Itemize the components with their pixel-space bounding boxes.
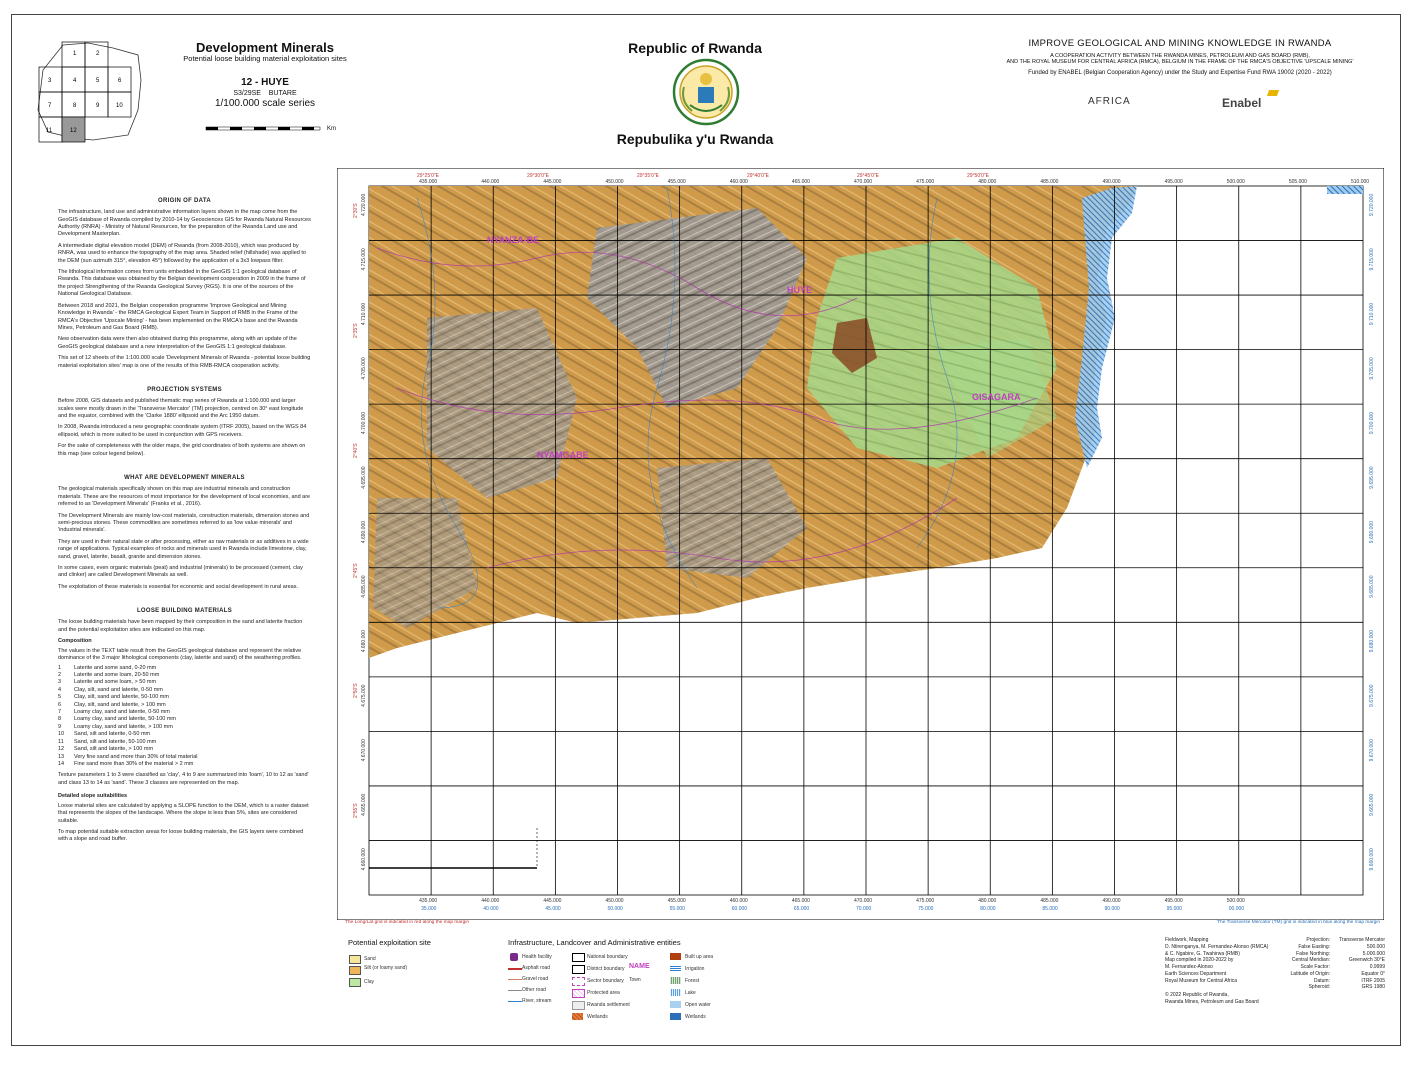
projection-values bbox=[1333, 937, 1385, 991]
class-number: 6 bbox=[58, 701, 62, 708]
loose-p1: The loose building materials have been mapped by their composition in the sand and laterite fraction and the potential exploitation sites are indicated on this map. bbox=[58, 619, 303, 633]
map-frame bbox=[337, 168, 1384, 920]
easting-label-top: 485.000 bbox=[1040, 179, 1059, 185]
legend-builtup-label: Built up area bbox=[685, 954, 714, 960]
easting-label-top: 500.000 bbox=[1226, 179, 1245, 185]
easting-label-bottom: 450.000 bbox=[605, 898, 624, 904]
class-text: Loamy clay, sand and laterite, 50-100 mm bbox=[74, 716, 177, 723]
northing-label-right: 9.700.000 bbox=[1369, 411, 1375, 435]
class-list bbox=[58, 665, 311, 769]
easting-label-bottom-tm: 70.000 bbox=[856, 906, 872, 912]
northing-label-right: 9.670.000 bbox=[1369, 739, 1375, 762]
marsh-symbol bbox=[670, 1013, 681, 1020]
projection-label: False Northing: bbox=[1296, 950, 1330, 957]
dev-p4: In some cases, even organic materials (peat) and industrial (minerals) to be processed (cement, clay and clinker) are called Development Minerals as well. bbox=[58, 565, 303, 579]
northing-label-left: 4.665.000 bbox=[361, 793, 367, 816]
class-text: Laterite and some loam, 20-50 mm bbox=[74, 671, 160, 678]
class-item bbox=[58, 746, 311, 753]
latitude-label-left: 2°30'S bbox=[353, 203, 359, 218]
class-number: 5 bbox=[58, 694, 62, 701]
projection-value: 0.9999 bbox=[1369, 964, 1385, 970]
place-nyanza: NYANZA-BE bbox=[487, 235, 540, 245]
legend-river-label: River, stream bbox=[522, 998, 552, 1004]
northing-label-left: 4.695.000 bbox=[361, 466, 367, 489]
irrigation-symbol bbox=[670, 965, 681, 972]
copyright-line: Rwanda Mines, Petroleum and Gas Board bbox=[1165, 998, 1259, 1005]
easting-label-top: 440.000 bbox=[481, 179, 500, 185]
index-map bbox=[33, 40, 148, 150]
projection-label: Datum: bbox=[1313, 977, 1330, 984]
map-title: Development Minerals bbox=[196, 40, 334, 55]
index-cell-8: 8 bbox=[73, 103, 77, 109]
header-left bbox=[160, 40, 370, 109]
latitude-label-left: 2°35'S bbox=[353, 323, 359, 338]
credit-line: M. Fernandez-Alonso bbox=[1165, 964, 1213, 970]
projection-value: Greenwich 30°E bbox=[1348, 957, 1385, 964]
scale-bar bbox=[200, 123, 340, 137]
easting-label-bottom: 500.000 bbox=[1226, 898, 1245, 904]
class-item bbox=[58, 694, 311, 701]
legend-town-sample: Town bbox=[629, 977, 641, 983]
river-symbol bbox=[508, 1001, 522, 1002]
index-cell-11: 11 bbox=[46, 128, 53, 134]
map-subtitle: Potential loose building material exploitation sites bbox=[183, 54, 347, 63]
legend-forest-label: Forest bbox=[685, 978, 700, 984]
proj-heading: PROJECTION SYSTEMS bbox=[147, 387, 222, 394]
northing-label-left: 4.670.000 bbox=[361, 739, 367, 762]
sheet-name: 12 - HUYE bbox=[241, 77, 289, 88]
longitude-label-top: 29°40'0"E bbox=[747, 173, 769, 179]
legend-wetlands-label: Wetlands bbox=[587, 1014, 608, 1020]
loose-p4: Detailed slope suitabilities bbox=[58, 793, 128, 800]
projection-value: Transverse Mercator bbox=[1339, 937, 1385, 943]
index-cell-9: 9 bbox=[96, 103, 100, 109]
index-cell-1: 1 bbox=[73, 51, 77, 57]
easting-label-top: 490.000 bbox=[1102, 179, 1121, 185]
class-text: Loamy clay, sand and laterite, 0-50 mm bbox=[74, 709, 170, 716]
legend-district-label: District boundary bbox=[587, 966, 625, 972]
header-right bbox=[960, 38, 1400, 76]
note-left: The Long/Lat grid is indicated in red along the map margin bbox=[345, 920, 469, 925]
easting-label-bottom: 455.000 bbox=[667, 898, 686, 904]
index-cell-12: 12 bbox=[70, 128, 77, 134]
projection-value: Equator 0° bbox=[1361, 970, 1385, 977]
easting-label-top: 465.000 bbox=[791, 179, 810, 185]
class-item bbox=[58, 687, 311, 694]
left-text-column bbox=[58, 197, 311, 848]
easting-label-top: 460.000 bbox=[729, 179, 748, 185]
index-cell-4: 4 bbox=[73, 78, 77, 84]
funding-text: Funded by ENABEL (Belgian Cooperation Agency) under the Study and Expertise Fund RWA 19002 (2020 - 2022) bbox=[1028, 70, 1332, 76]
place-huye: HUYE bbox=[787, 285, 813, 295]
class-number: 7 bbox=[58, 709, 62, 716]
country-rw: Repubulika y'u Rwanda bbox=[616, 131, 774, 147]
easting-label-bottom: 470.000 bbox=[854, 898, 873, 904]
other-road-symbol bbox=[508, 990, 522, 991]
easting-label-bottom-tm: 35.000 bbox=[421, 906, 437, 912]
class-text: Loamy clay, sand and laterite, > 100 mm bbox=[74, 723, 173, 730]
easting-label-bottom-tm: 45.000 bbox=[545, 906, 561, 912]
northing-label-right: 9.690.000 bbox=[1369, 520, 1375, 544]
place-nyamagabe: NYAMGABE bbox=[537, 450, 589, 460]
project-title: IMPROVE GEOLOGICAL AND MINING KNOWLEDGE IN RWANDA bbox=[1028, 38, 1332, 49]
class-number: 4 bbox=[58, 686, 62, 693]
gravel-road-symbol bbox=[508, 979, 522, 980]
northing-label-left: 4.715.000 bbox=[361, 248, 367, 271]
legend-protected-label: Protected area bbox=[587, 990, 620, 996]
sheet-alt: BUTARE bbox=[268, 90, 297, 97]
northing-label-right: 9.680.000 bbox=[1369, 630, 1375, 653]
legend-sector-label: Sector boundary bbox=[587, 978, 624, 984]
index-cell-6: 6 bbox=[118, 78, 122, 84]
class-text: Sand, silt and laterite, 50-100 mm bbox=[74, 738, 157, 745]
easting-label-bottom-tm: 60.000 bbox=[731, 906, 748, 912]
index-cell-10: 10 bbox=[116, 103, 123, 109]
copyright-line: © 2022 Republic of Rwanda, bbox=[1165, 992, 1229, 998]
easting-label-bottom-tm: 85.000 bbox=[1042, 906, 1058, 912]
northing-label-right: 9.720.000 bbox=[1369, 193, 1375, 216]
easting-label-top: 505.000 bbox=[1288, 179, 1307, 185]
easting-label-bottom: 465.000 bbox=[791, 898, 810, 904]
loose-p5: Loose material sites are calculated by applying a SLOPE function to the DEM, which is a raster dataset that represents the slopes of the landscape. Where the slope is less than 5%, sites are considered suitable. bbox=[58, 802, 309, 824]
protected-area-symbol bbox=[572, 989, 585, 998]
easting-label-bottom-tm: 95.000 bbox=[1166, 906, 1182, 912]
class-number: 9 bbox=[58, 723, 62, 730]
legend-clay-label: Clay bbox=[364, 979, 375, 985]
easting-label-bottom: 440.000 bbox=[481, 898, 500, 904]
class-item bbox=[58, 709, 311, 716]
easting-label-top: 495.000 bbox=[1164, 179, 1183, 185]
loose-p3: Texture parameters 1 to 3 were classified as 'clay', 4 to 9 are summarized into 'loam', 10 to 12 as 'sand' and class 13 to 14 as 'sand'. These 3 classes are represented on the map. bbox=[58, 772, 309, 786]
northing-label-left: 4.710.000 bbox=[361, 302, 367, 326]
class-text: Sand, silt and laterite, > 100 mm bbox=[74, 746, 154, 753]
header-center bbox=[580, 40, 810, 56]
dev-p3: They are used in their natural state or after processing, either as raw materials or as additives in a wide range of applications. Typical examples of rocks and minerals used in Rwanda include limestone, clay, sand, gravel, laterite, basalt, granite and dimension stones. bbox=[58, 538, 309, 560]
scale-text: 1/100.000 scale series bbox=[214, 98, 316, 109]
northing-label-right: 9.675.000 bbox=[1369, 684, 1375, 707]
class-number: 3 bbox=[58, 679, 62, 686]
easting-label-bottom: 490.000 bbox=[1102, 898, 1121, 904]
class-item bbox=[58, 702, 311, 709]
legend-asphalt-label: Asphalt road bbox=[522, 965, 551, 971]
class-text: Clay, silt, sand and laterite, > 100 mm bbox=[74, 701, 166, 708]
place-gisagara: GISAGARA bbox=[972, 392, 1021, 402]
class-text: Laterite and some sand, 0-20 mm bbox=[74, 664, 157, 671]
origin-p2: A intermediate digital elevation model (DEM) of Rwanda (from 2008-2010), which was produced by RNRA, was used to enhance the topography of the map area. Shaded relief (hillshade) was applied to the DEM (sun azimuth 315°, elevation 45°) followed by the application of a 3x3 lowpass filter. bbox=[58, 242, 306, 264]
project-line-1: A COOPERATION ACTIVITY BETWEEN THE RWANDA MINES, PETROLEUM AND GAS BOARD (RMB), bbox=[1050, 53, 1310, 59]
northing-label-right: 9.660.000 bbox=[1369, 848, 1375, 871]
origin-p5: New observation data were then also obtained during this programme, along with an update of the GeoGIS geological database and a new interpretation of the GeoGIS 1:1 geological database. bbox=[58, 336, 297, 350]
longitude-label-top: 29°35'0"E bbox=[637, 173, 659, 179]
dev-p2: The Development Minerals are mainly low-cost materials, construction materials, dimension stones and semi-precious stones. These commodities are sometimes referred to as 'low value minerals' and 'industrial minerals'. bbox=[58, 512, 310, 534]
class-item bbox=[58, 731, 311, 738]
projection-label: Central Meridian: bbox=[1291, 957, 1330, 964]
northing-label-right: 9.705.000 bbox=[1369, 357, 1375, 380]
northing-label-right: 9.710.000 bbox=[1369, 302, 1375, 326]
latitude-label-left: 2°45'S bbox=[353, 563, 359, 578]
longitude-label-top: 29°50'0"E bbox=[967, 173, 989, 179]
legend-name-sample: NAME bbox=[629, 963, 650, 970]
credit-line: Map compiled in 2020-2022 by bbox=[1165, 957, 1234, 964]
easting-label-top: 455.000 bbox=[667, 179, 686, 185]
longitude-label-top: 29°45'0"E bbox=[857, 173, 879, 179]
class-item bbox=[58, 672, 311, 679]
latitude-label-left: 2°50'S bbox=[353, 683, 359, 698]
projection-value: 5.000.000 bbox=[1362, 950, 1385, 957]
class-number: 12 bbox=[58, 746, 65, 753]
easting-label-bottom: 495.000 bbox=[1164, 898, 1183, 904]
credits-block bbox=[1165, 937, 1275, 984]
easting-label-bottom-tm: 55.000 bbox=[669, 906, 685, 912]
legend-health-label: Health facility bbox=[522, 954, 552, 960]
projection-value: 500.000 bbox=[1366, 943, 1385, 950]
africa-logo: AFRICA bbox=[1088, 96, 1131, 107]
class-item bbox=[58, 716, 311, 723]
projection-label: Latitude of Origin: bbox=[1290, 970, 1330, 977]
proj-p1: Before 2008, GIS datasets and published thematic map series of Rwanda at 1:100.000 and larger scales were mostly drawn in the 'Transverse Mercator' (TM) projection, centred on 30° east longitude and the equator, combined with the 'Clarke 1880' ellipsoid and the Arc 1950 datum. bbox=[58, 398, 304, 420]
easting-label-top: 510.000 bbox=[1351, 179, 1370, 185]
projection-label: Scale Factor: bbox=[1300, 964, 1330, 970]
credit-line: D. Ntirenganya, M. Fernandez-Alonso (RMCA) bbox=[1165, 943, 1269, 950]
legend-national-label: National boundary bbox=[587, 954, 628, 960]
class-item bbox=[58, 739, 311, 746]
settlement-symbol bbox=[572, 1001, 585, 1010]
class-text: Laterite and some loam, > 50 mm bbox=[74, 679, 157, 686]
origin-p1: The infrastructure, land use and administrative information layers shown in the map come from the GeoGIS database of Rwanda compiled by 2010-14 by Geosciences GIS for Rwanda Natural Resources Authority (RNRA) - Ministry of Natural Resources, for the preparation of the Rwanda Land use and Development Masterplan. bbox=[58, 209, 311, 238]
dev-p5: The exploitation of these materials is essential for economic and social development in rural areas. bbox=[58, 583, 298, 590]
class-number: 13 bbox=[58, 753, 65, 760]
built-up-symbol bbox=[670, 953, 681, 960]
longitude-label-top: 29°30'0"E bbox=[527, 173, 549, 179]
health-facility-icon bbox=[510, 953, 518, 961]
legend-swatch-clay bbox=[349, 978, 361, 987]
origin-heading: ORIGIN OF DATA bbox=[158, 198, 211, 204]
scalebar-unit: Km bbox=[327, 126, 336, 132]
class-text: Fine sand more than 30% of the material > 2 mm bbox=[74, 761, 194, 767]
class-text: Sand, silt and laterite, 0-50 mm bbox=[74, 731, 151, 738]
copyright-block bbox=[1165, 992, 1275, 1006]
northing-label-left: 4.720.000 bbox=[361, 193, 367, 216]
class-number: 14 bbox=[58, 761, 65, 767]
projection-value: GRS 1980 bbox=[1361, 984, 1385, 991]
easting-label-top: 450.000 bbox=[605, 179, 624, 185]
projection-label: Spheroid: bbox=[1308, 984, 1330, 991]
easting-label-bottom-tm: 50.000 bbox=[607, 906, 623, 912]
easting-label-bottom-tm: 40.000 bbox=[483, 906, 499, 912]
class-text: Clay, silt, sand and laterite, 0-50 mm bbox=[74, 686, 163, 693]
index-cell-2: 2 bbox=[96, 51, 100, 57]
dev-heading: WHAT ARE DEVELOPMENT MINERALS bbox=[124, 475, 245, 482]
easting-label-bottom-tm: 00.000 bbox=[1228, 906, 1245, 912]
loose-composition: Composition bbox=[58, 638, 92, 645]
northing-label-left: 4.675.000 bbox=[361, 684, 367, 707]
class-item bbox=[58, 754, 311, 761]
class-text: Clay, silt, sand and laterite, 50-100 mm bbox=[74, 694, 169, 701]
legend-sand-label: Sand bbox=[364, 956, 376, 962]
class-number: 11 bbox=[58, 738, 64, 745]
project-line-2: AND THE ROYAL MUSEUM FOR CENTRAL AFRICA (RMCA), BELGIUM IN THE FRAME OF THE RMCA'S OBJECTIVE 'UPSCALE MINING' bbox=[1006, 59, 1354, 65]
class-item bbox=[58, 665, 311, 672]
legend-silt-label: Silt (or loamy sand) bbox=[364, 965, 408, 971]
easting-label-bottom: 460.000 bbox=[729, 898, 748, 904]
easting-label-bottom: 445.000 bbox=[543, 898, 562, 904]
index-cell-5: 5 bbox=[96, 78, 100, 84]
forest-symbol bbox=[670, 977, 681, 984]
lake-symbol bbox=[670, 989, 681, 996]
rwanda-seal-icon bbox=[670, 57, 742, 127]
district-boundary-symbol bbox=[572, 965, 585, 974]
proj-p2: In 2008, Rwanda introduced a new geographic coordinate system (ITRF 2005), based on the WGS 84 ellipsoid, which is more suited to be used in conjunction with GPS receivers. bbox=[58, 424, 307, 438]
asphalt-road-symbol bbox=[508, 968, 522, 970]
latitude-label-left: 2°55'S bbox=[353, 803, 359, 818]
legend-irrigation-label: Irrigation bbox=[685, 966, 705, 972]
easting-label-top: 445.000 bbox=[543, 179, 562, 185]
easting-label-bottom-tm: 80.000 bbox=[980, 906, 996, 912]
loose-heading: LOOSE BUILDING MATERIALS bbox=[136, 608, 233, 615]
index-cell-7: 7 bbox=[48, 103, 52, 109]
legend-gravel-label: Gravel road bbox=[522, 976, 549, 982]
origin-p6: This set of 12 sheets of the 1:100.000 scale 'Development Minerals of Rwanda - potential loose building material exploitation sites' map is one of the results of this RMB-RMCA cooperation activity. bbox=[58, 355, 311, 369]
note-right: The Transverse Mercator (TM) grid is indicated in blue along the map margin bbox=[1217, 920, 1380, 925]
wetlands-hatch-symbol bbox=[572, 1013, 583, 1020]
easting-label-top: 480.000 bbox=[978, 179, 997, 185]
class-number: 2 bbox=[58, 671, 62, 678]
latitude-label-left: 2°40'S bbox=[353, 443, 359, 458]
country-en: Republic of Rwanda bbox=[628, 40, 762, 56]
dev-p1: The geological materials specifically shown on this map are industrial minerals and construction materials. These are the resources of most importance for the development of local economies, and are referred to as 'Development Minerals' (Franks et al., 2016). bbox=[58, 486, 311, 508]
index-cell-3: 3 bbox=[48, 78, 52, 84]
origin-p3: The lithological information comes from units embedded in the GeoGIS 1:1 geological database of Rwanda. This database was obtained by the Belgian development cooperation in 2009 in the frame of the project Strengthening of the Rwanda Geological Survey (RGS). It is one of the sources of the National Geological Database. bbox=[58, 269, 306, 298]
class-item bbox=[58, 724, 311, 731]
northing-label-left: 4.700.000 bbox=[361, 411, 367, 435]
northing-label-right: 9.685.000 bbox=[1369, 575, 1375, 598]
legend-openwater-label: Open water bbox=[685, 1002, 711, 1008]
easting-label-bottom: 435.000 bbox=[419, 898, 438, 904]
sector-boundary-symbol bbox=[572, 977, 585, 986]
credit-line: Earth Sciences Department bbox=[1165, 970, 1227, 977]
national-boundary-symbol bbox=[572, 953, 585, 962]
legend-infra-title: Infrastructure, Landcover and Administrative entities bbox=[508, 938, 681, 947]
projection-label: Projection: bbox=[1306, 937, 1330, 943]
easting-label-bottom: 485.000 bbox=[1040, 898, 1059, 904]
northing-label-right: 9.695.000 bbox=[1369, 466, 1375, 489]
legend-swatch-silt bbox=[349, 966, 361, 975]
credit-line: Fieldwork, Mapping bbox=[1165, 937, 1209, 943]
northing-label-left: 4.685.000 bbox=[361, 575, 367, 598]
northing-label-left: 4.705.000 bbox=[361, 357, 367, 380]
easting-label-top: 470.000 bbox=[854, 179, 873, 185]
enabel-logo: Enabel bbox=[1222, 96, 1262, 110]
easting-label-bottom: 480.000 bbox=[978, 898, 997, 904]
credit-line: & C. Ngabire, G. Twahirwa (RMB) bbox=[1165, 950, 1240, 957]
legend-potential-title: Potential exploitation site bbox=[348, 938, 431, 947]
northing-label-right: 9.665.000 bbox=[1369, 793, 1375, 816]
legend-marsh-label: Wetlands bbox=[685, 1014, 706, 1020]
easting-label-bottom-tm: 90.000 bbox=[1104, 906, 1120, 912]
longitude-label-top: 29°25'0"E bbox=[417, 173, 439, 179]
class-number: 8 bbox=[58, 716, 62, 723]
northing-label-right: 9.715.000 bbox=[1369, 248, 1375, 271]
easting-label-bottom-tm: 65.000 bbox=[793, 906, 810, 912]
northing-label-left: 4.680.000 bbox=[361, 630, 367, 653]
projection-label: False Easting: bbox=[1298, 943, 1330, 950]
legend-swatch-sand bbox=[349, 955, 361, 964]
class-text: Very fine sand and more than 30% of total material bbox=[74, 753, 198, 760]
open-water-symbol bbox=[670, 1001, 681, 1008]
easting-label-bottom-tm: 75.000 bbox=[918, 906, 934, 912]
sheet-code: S3/29SE bbox=[233, 90, 261, 97]
loose-p6: To map potential suitable extraction areas for loose building materials, the GIS layers were combined with a slope and road buffer. bbox=[58, 828, 304, 843]
class-item bbox=[58, 679, 311, 686]
legend-settlement-label: Rwanda settlement bbox=[587, 1002, 630, 1008]
legend-other-road-label: Other road bbox=[522, 987, 546, 993]
legend-lake-label: Lake bbox=[685, 990, 696, 996]
northing-label-left: 4.690.000 bbox=[361, 520, 367, 544]
class-number: 10 bbox=[58, 731, 65, 738]
projection-value: ITRF 2005 bbox=[1361, 977, 1385, 984]
class-item bbox=[58, 761, 311, 768]
easting-label-top: 435.000 bbox=[419, 179, 438, 185]
loose-p2: The values in the TEXT table result from the GeoGIS geological database and represent the relative dominance of the 3 major lithological components (clay, laterite and sand) of the weathering profiles. bbox=[58, 647, 302, 662]
proj-p3: For the sake of completeness with the older maps, the grid coordinates of both systems are shown on this map (see colour legend below). bbox=[58, 443, 306, 457]
origin-p4: Between 2018 and 2021, the Belgian cooperation programme 'Improve Geological and Mining Knowledge in Rwanda' - the RMCA Geological Expert Team in Support of RMB in the Frame of the RMCA's Objective 'Upscale Mining' - has been implemented on the RMCA's base and the Rwanda Mines, Petroleum and Gas Board (RMB). bbox=[58, 302, 298, 331]
class-number: 1 bbox=[58, 664, 62, 671]
credit-line: Royal Museum for Central Africa bbox=[1165, 977, 1237, 984]
easting-label-bottom: 475.000 bbox=[916, 898, 935, 904]
easting-label-top: 475.000 bbox=[916, 179, 935, 185]
projection-labels bbox=[1285, 937, 1330, 991]
northing-label-left: 4.660.000 bbox=[361, 848, 367, 871]
